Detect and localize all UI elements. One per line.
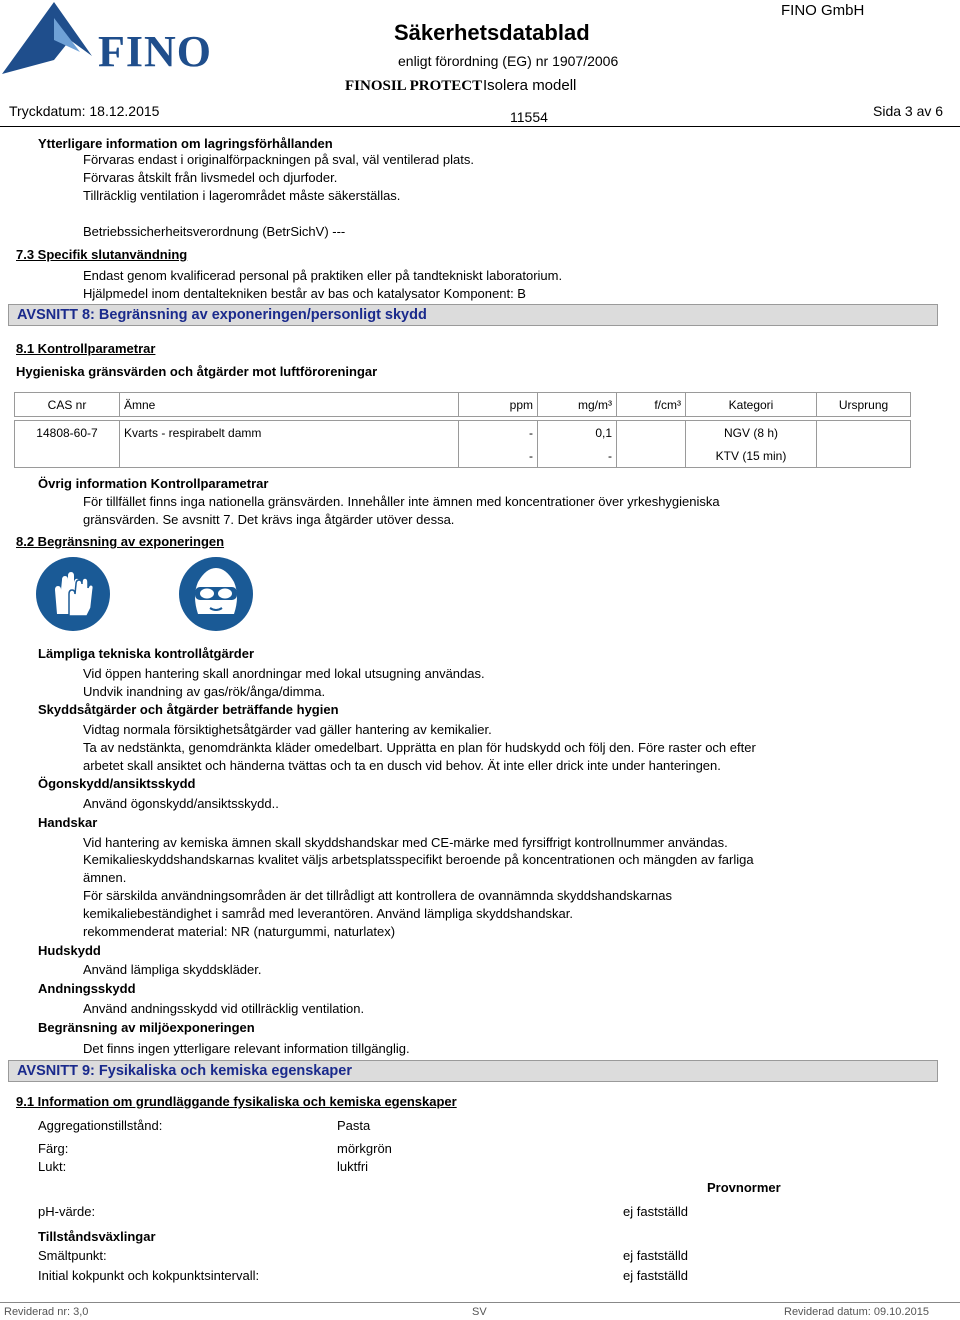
exposure-limits-table (14, 392, 911, 468)
state-transitions-heading: Tillståndsväxlingar (38, 1229, 156, 1244)
betrsichv-line: Betriebssicherheitsverordnung (BetrSichV) --- (83, 224, 346, 239)
block-heading: Ögonskydd/ansiktsskydd (38, 776, 196, 791)
gloves-icon (35, 556, 111, 632)
document-title: Säkerhetsdatablad (394, 20, 590, 45)
block-line: Undvik inandning av gas/rök/ånga/dimma. (83, 684, 326, 699)
block-line: rekommenderat material: NR (naturgummi, naturlatex) (83, 924, 396, 939)
storage-line: Förvaras åtskilt från livsmedel och djurfoder. (83, 170, 338, 185)
table-cell: Kvarts - respirabelt damm (120, 421, 459, 445)
table-cell (617, 444, 686, 468)
other-info-heading: Övrig information Kontrollparametrar (38, 476, 269, 491)
other-info-line: För tillfället finns inga nationella gränsvärden. Innehåller inte ämnen med koncentrationer över yrkeshygieniska (83, 494, 720, 509)
block-line: Använd ögonskydd/ansiktsskydd.. (83, 796, 279, 811)
product-number: 11554 (510, 109, 548, 125)
column-header: f/cm³ (617, 393, 686, 417)
block-line: ämnen. (83, 870, 127, 885)
ph-value: ej fastställd (623, 1204, 689, 1219)
revision-number: Reviderad nr: 3,0 (4, 1306, 89, 1318)
table-cell: 14808-60-7 (15, 421, 120, 445)
table-cell (817, 421, 911, 445)
print-date: Tryckdatum: 18.12.2015 (9, 103, 160, 119)
table-cell (120, 444, 459, 468)
section-8-1-heading: 8.1 Kontrollparametrar (16, 341, 156, 356)
end-use-line: Endast genom kvalificerad personal på praktiken eller på tandtekniskt laboratorium. (83, 268, 563, 283)
header-divider (0, 126, 960, 127)
storage-line: Förvaras endast i originalförpackningen på sval, väl ventilerad plats. (83, 152, 474, 167)
table-cell: KTV (15 min) (686, 444, 817, 468)
block-line: Använd lämpliga skyddskläder. (83, 962, 262, 977)
section-7-3-heading: 7.3 Specifik slutanvändning (16, 247, 188, 262)
block-line: Vid öppen hantering skall anordningar med lokal utsugning användas. (83, 666, 485, 681)
logo-text: FINO (98, 27, 212, 76)
table-cell (15, 444, 120, 468)
table-cell: - (459, 421, 538, 445)
block-line: För särskilda användningsområden är det tillrådligt att kontrollera de ovannämnda skyddshandskarnas (83, 888, 672, 903)
column-header: Ursprung (817, 393, 911, 417)
column-header: ppm (459, 393, 538, 417)
color-label: Färg: (38, 1141, 69, 1156)
logo (0, 0, 212, 76)
block-heading: Hudskydd (38, 943, 101, 958)
block-heading: Handskar (38, 815, 98, 830)
block-line: kemikaliebeständighet i samråd med leverantören. Använd lämpliga skyddshandskar. (83, 906, 573, 921)
section-8-title-bar (8, 304, 938, 326)
block-heading: Begränsning av miljöexponeringen (38, 1020, 255, 1035)
storage-line: Tillräcklig ventilation i lagerområdet måste säkerställas. (83, 188, 401, 203)
block-line: Det finns ingen ytterligare relevant information tillgänglig. (83, 1041, 410, 1056)
block-line: Vidtag normala försiktighetsåtgärder vad gäller hantering av kemikalier. (83, 722, 492, 737)
section-8-2-heading: 8.2 Begränsning av exponeringen (16, 534, 225, 549)
section-8-title: AVSNITT 8: Begränsning av exponeringen/personligt skydd (17, 307, 427, 323)
odor-label: Lukt: (38, 1159, 67, 1174)
block-line: arbetet skall ansiktet och händerna tvättas och ta en dusch vid behov. Ät inte eller drick inte under hanteringen. (83, 758, 721, 773)
table-row (15, 444, 911, 468)
test-standards-heading: Provnormer (707, 1180, 781, 1195)
table-cell: - (538, 444, 617, 468)
other-info-line: gränsvärden. Se avsnitt 7. Det krävs inga åtgärder utöver dessa. (83, 512, 455, 527)
column-header: Ämne (120, 393, 459, 417)
aggregation-value: Pasta (337, 1118, 371, 1133)
block-line: Använd andningsskydd vid otillräcklig ventilation. (83, 1001, 365, 1016)
boiling-value: ej fastställd (623, 1268, 689, 1283)
footer-divider (0, 1302, 960, 1303)
revised-date: Reviderad datum: 09.10.2015 (784, 1306, 929, 1318)
hygiene-limits-heading: Hygieniska gränsvärden och åtgärder mot luftföroreningar (16, 364, 378, 379)
melting-value: ej fastställd (623, 1248, 689, 1263)
column-header: Kategori (686, 393, 817, 417)
table-header-row (15, 393, 911, 417)
end-use-line: Hjälpmedel inom dentaltekniken består av bas och katalysator Komponent: B (83, 286, 526, 301)
table-cell (617, 421, 686, 445)
table-cell: NGV (8 h) (686, 421, 817, 445)
table-cell: 0,1 (538, 421, 617, 445)
table-cell (817, 444, 911, 468)
goggles-icon (178, 556, 254, 632)
block-heading: Andningsskydd (38, 981, 136, 996)
product-brand: FINOSIL PROTECT (345, 78, 483, 94)
section-9-1-heading: 9.1 Information om grundläggande fysikaliska och kemiska egenskaper (16, 1094, 457, 1109)
block-line: Kemikalieskyddshandskarnas kvalitet väljs arbetsplatsspecifikt beroende på koncentrationen och mängden av farliga (83, 852, 754, 867)
section-9-title-bar (8, 1060, 938, 1082)
ph-label: pH-värde: (38, 1204, 96, 1219)
company-name: FINO GmbH (781, 2, 865, 19)
storage-heading: Ytterligare information om lagringsförhållanden (38, 136, 333, 151)
block-line: Ta av nedstänkta, genomdränkta kläder omedelbart. Upprätta en plan för hudskydd och följ den. Före raster och efter (83, 740, 756, 755)
regulation-subtitle: enligt förordning (EG) nr 1907/2006 (398, 53, 619, 69)
odor-value: luktfri (337, 1159, 369, 1174)
block-line: Vid hantering av kemiska ämnen skall skyddshandskar med CE-märke med fyrsiffrigt kontrollnummer användas. (83, 835, 728, 850)
product-model: Isolera modell (483, 77, 577, 94)
table-row (15, 421, 911, 445)
block-heading: Skyddsåtgärder och åtgärder beträffande hygien (38, 702, 339, 717)
block-heading: Lämpliga tekniska kontrollåtgärder (38, 646, 255, 661)
page-number: Sida 3 av 6 (873, 103, 944, 119)
column-header: CAS nr (15, 393, 120, 417)
column-header: mg/m³ (538, 393, 617, 417)
color-value: mörkgrön (337, 1141, 392, 1156)
boiling-label: Initial kokpunkt och kokpunktsintervall: (38, 1268, 260, 1283)
table-cell: - (459, 444, 538, 468)
language-code: SV (472, 1306, 487, 1318)
melting-label: Smältpunkt: (38, 1248, 107, 1263)
section-9-title: AVSNITT 9: Fysikaliska och kemiska egenskaper (17, 1063, 353, 1079)
aggregation-label: Aggregationstillstånd: (38, 1118, 163, 1133)
